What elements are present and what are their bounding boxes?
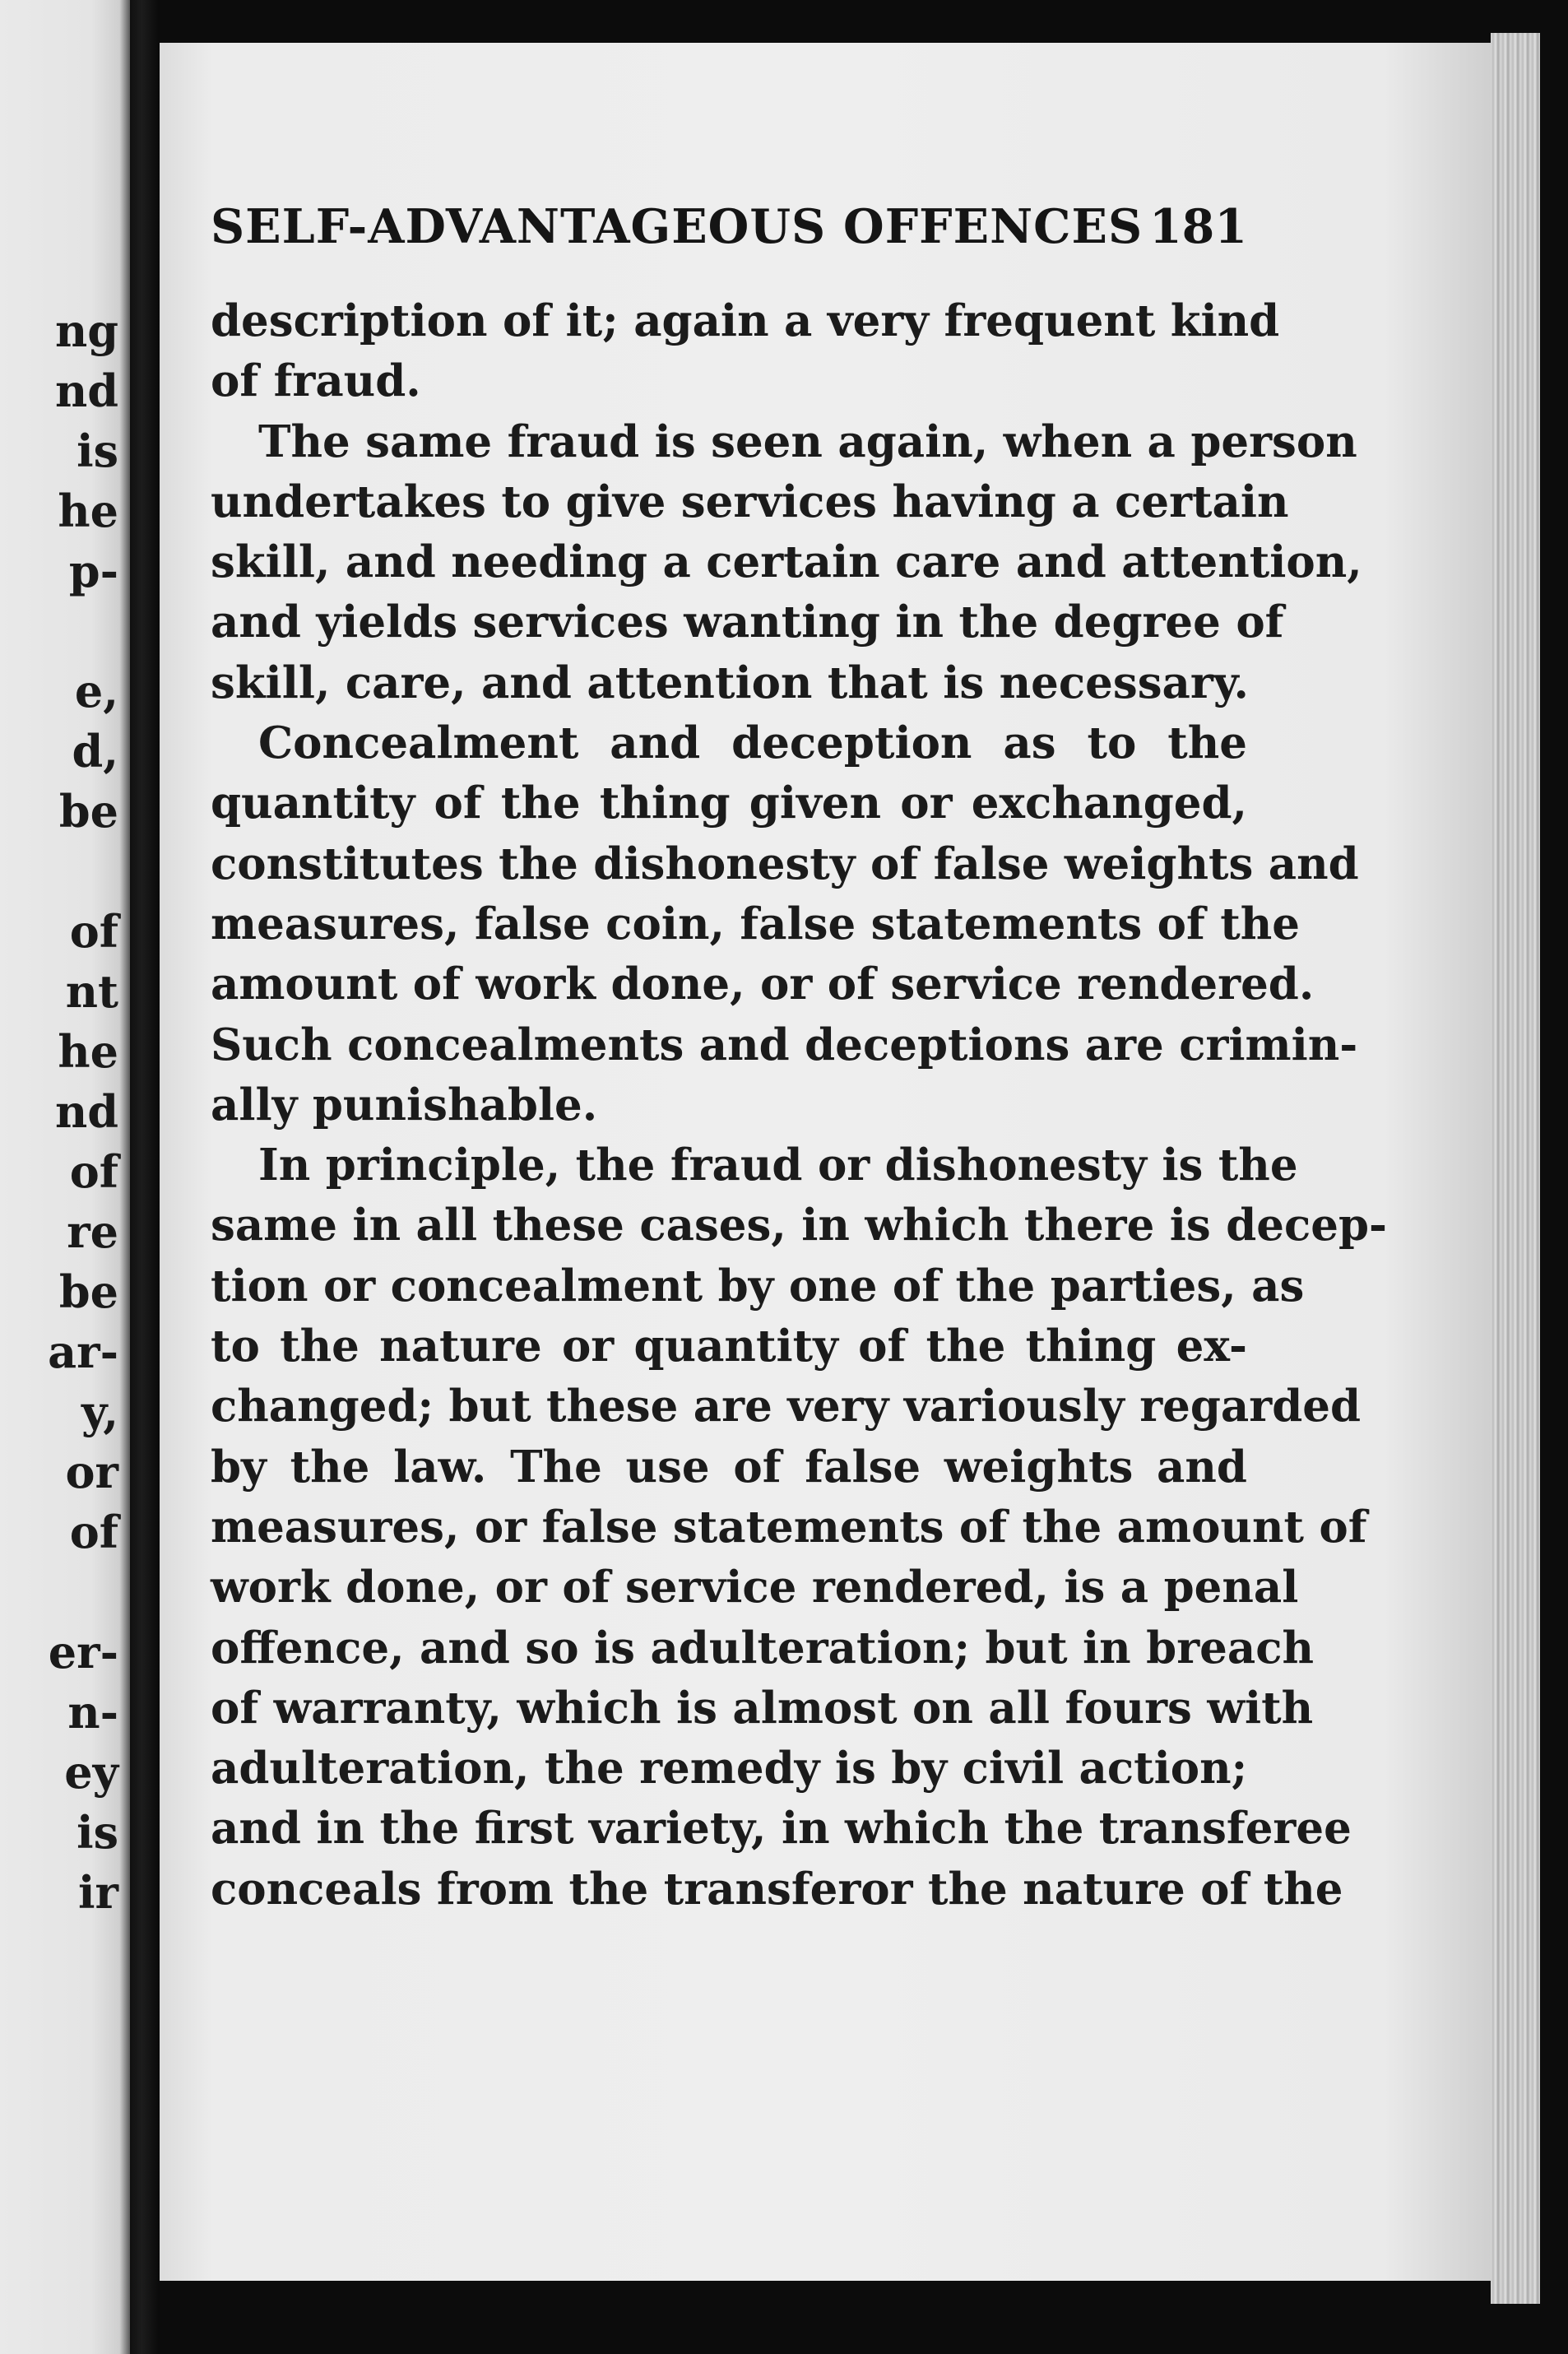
text-line: description of it; again a very frequent kind [211,295,1280,346]
left-fragment: n- [67,1686,118,1739]
left-fragment: re [67,1205,118,1258]
text-line: amount of work done, or of service rendered. [211,959,1315,1010]
left-fragment: of [69,1506,118,1558]
left-fragment: ir [78,1866,118,1919]
page-number: 181 [1149,199,1247,254]
left-fragment: of [69,1145,118,1198]
text-line: quantity of the thing given or exchanged, [211,778,1247,829]
left-fragment: he [58,485,118,537]
left-fragment: y, [81,1386,118,1438]
left-fragment: nd [54,1085,118,1138]
text-line: changed; but these are very variously regarded [211,1381,1362,1432]
left-fragment: is [77,1806,118,1859]
left-fragment: he [58,1025,118,1078]
text-line: In principle, the fraud or dishonesty is the [258,1140,1298,1191]
text-line: measures, or false statements of the amount of [211,1501,1367,1553]
left-fragment: be [58,1265,118,1318]
text-line: adulteration, the remedy is by civil action; [211,1743,1248,1795]
text-line: of fraud. [211,355,421,407]
text-line: ally punishable. [211,1079,598,1131]
left-fragment: ng [54,304,118,357]
text-line: The same fraud is seen again, when a person [258,416,1357,467]
left-fragment: er- [48,1626,118,1678]
text-line: by the law. The use of false weights and [211,1441,1247,1493]
text-line: conceals from the transferor the nature of the [211,1863,1343,1915]
text-line: and in the first variety, in which the transferee [211,1803,1352,1855]
left-fragment: ey [64,1746,118,1799]
text-line: work done, or of service rendered, is a penal [211,1562,1299,1613]
text-line: Concealment and deception as to the [258,717,1247,769]
left-fragment: ar- [48,1326,118,1378]
page-stack-edge [1491,33,1540,2304]
text-line: Such concealments and deceptions are crimin- [211,1019,1358,1070]
book-page [160,43,1491,2281]
text-line: skill, and needing a certain care and attention, [211,536,1362,588]
text-line: measures, false coin, false statements of the [211,898,1300,949]
left-fragment: d, [72,725,118,778]
left-fragment: p- [68,545,118,597]
left-fragment: nd [54,364,118,417]
running-head: SELF-ADVANTAGEOUS OFFENCES [211,199,1144,254]
text-line: of warranty, which is almost on all fours with [211,1682,1314,1734]
text-line: offence, and so is adulteration; but in breach [211,1622,1314,1674]
left-fragment: is [77,425,118,477]
left-fragment: of [69,905,118,958]
book-gutter [130,0,160,2354]
body-text [211,291,1388,1920]
text-line: same in all these cases, in which there is decep- [211,1200,1388,1251]
text-line: tion or concealment by one of the parties, as [211,1260,1305,1312]
text-line: and yields services wanting in the degree of [211,597,1284,648]
left-fragment: nt [65,965,118,1018]
text-line: to the nature or quantity of the thing ex- [211,1321,1247,1372]
left-fragment: or [65,1446,118,1498]
previous-page-edge [0,0,130,2354]
text-line: constitutes the dishonesty of false weights and [211,838,1359,889]
left-fragment: be [58,785,118,838]
text-line: skill, care, and attention that is necessary. [211,657,1249,708]
page-header [211,199,1247,273]
left-fragment: e, [74,665,118,717]
text-line: undertakes to give services having a certain [211,476,1289,527]
